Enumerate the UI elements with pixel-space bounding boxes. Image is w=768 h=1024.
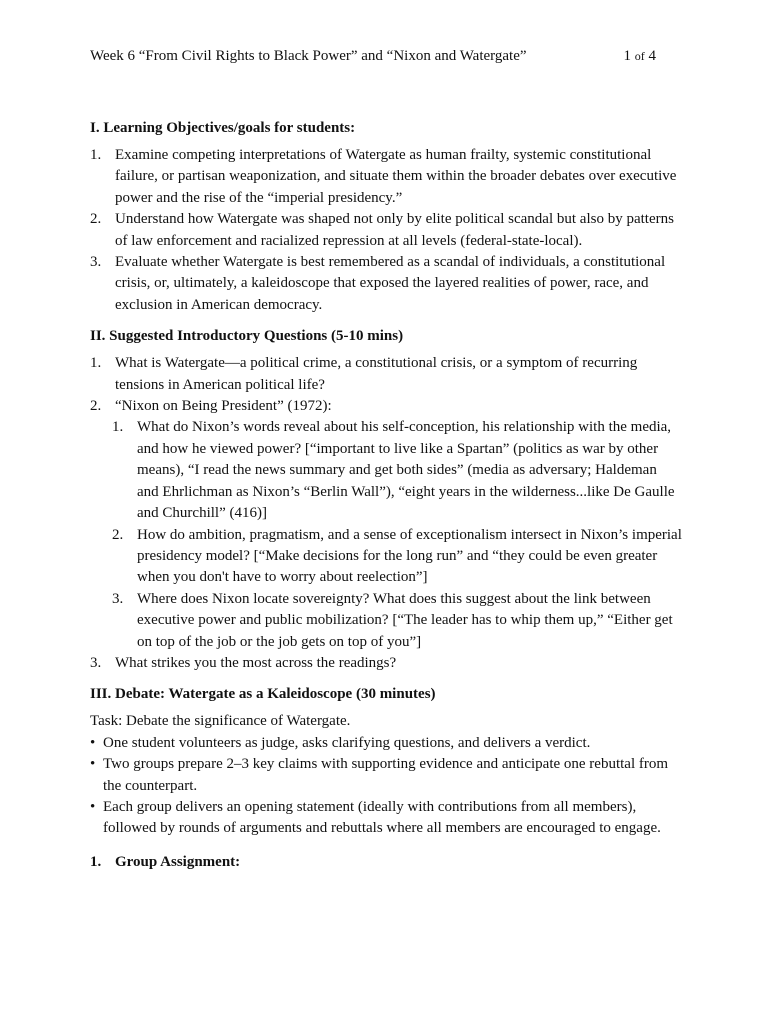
questions-list [90,353,682,417]
section-learning-objectives [90,118,682,316]
item-number: 1. [90,853,102,870]
item-text: Where does Nixon locate sovereignty? What does this suggest about the link between executive power and public mobilization? [“The leader has to whip them up,” “Either get on top of the job or the job gets on top of you”] [137,590,673,650]
page-current: 1 [623,48,631,64]
item-number: 1. [90,147,102,163]
section-heading: III. Debate: Watergate as a Kaleidoscope (30 minutes) [90,686,436,703]
item-text: Evaluate whether Watergate is best remembered as a scandal of individuals, a constitutional crisis, or, ultimately, a kaleidoscope that exposed the layered realities of power, race, and exclusion in American democracy. [115,254,666,313]
debate-rules-list [90,733,682,840]
item-number: 1. [112,419,124,436]
item-number: 3. [90,654,102,671]
document-body [90,118,682,873]
objectives-list [90,145,682,316]
item-text: Each group delivers an opening statement (ideally with contributions from all members), followed by rounds of arguments and rebuttals where all members are encouraged to engage. [103,798,661,837]
item-text: Group Assignment: [115,853,241,870]
list-item [90,252,682,316]
item-text: Two groups prepare 2–3 key claims with supporting evidence and anticipate one rebuttal from the counterpart. [103,756,669,794]
page-number [624,46,657,66]
list-item [90,653,682,674]
sub-list-item [90,589,682,653]
item-text: One student volunteers as judge, asks clarifying questions, and delivers a verdict. [103,734,591,751]
item-number: 3. [90,254,102,271]
section-debate [90,684,682,873]
item-text: What strikes you the most across the readings? [115,654,397,671]
questions-list-continued [90,653,682,674]
item-text: “Nixon on Being President” (1972): [115,398,332,415]
bullet-glyph: • [90,798,96,815]
page-of: of [634,49,645,63]
page-total: 4 [648,48,656,64]
bullet-glyph: • [90,734,96,751]
list-item [90,145,682,209]
group-assignment-heading [90,852,682,873]
item-text: What do Nixon’s words reveal about his self-conception, his relationship with the media, and how he viewed power? [“important to live like a Spartan” (politics as war by other means), “I read the news summary and get both sides” (media as adversary; Haldeman and Ehrlichman as Nixon’s “Berlin Wall”), “eight years in the wilderness...like De Gaulle and Churchill” (416)] [137,419,675,522]
bullet-glyph: • [90,756,96,773]
bullet-item [90,797,682,840]
list-item [90,209,682,252]
sub-questions-list [90,417,682,652]
sub-list-item [90,525,682,589]
item-text: How do ambition, pragmatism, and a sense of exceptionalism intersect in Nixon’s imperial presidency model? [“Make decisions for the long run” and “they could be even greater when you don't have to worry about reelection”] [137,526,682,586]
item-number: 2. [90,211,102,228]
item-number: 2. [90,398,102,415]
sub-list-item [90,417,682,524]
bullet-item [90,754,682,797]
item-number: 2. [112,526,124,543]
item-number: 3. [112,590,124,607]
item-number: 1. [90,355,102,372]
task-text: Task: Debate the significance of Watergate. [90,713,351,730]
section-heading: I. Learning Objectives/goals for students: [90,120,356,136]
item-text: What is Watergate—a political crime, a constitutional crisis, or a symptom of recurring tensions in American political life? [115,355,638,393]
section-heading: II. Suggested Introductory Questions (5-10 mins) [90,328,404,345]
item-text: Examine competing interpretations of Watergate as human frailty, systemic constitutional failure, or partisan weaponization, and situate them within the broader debates over executive power and the rise of the “imperial presidency.” [115,147,677,206]
header-title: Week 6 “From Civil Rights to Black Power” and “Nixon and Watergate” [90,48,527,64]
list-item [90,396,682,417]
item-text: Understand how Watergate was shaped not only by elite political scandal but also by patterns of law enforcement and racialized repression at all levels (federal-state-local). [115,211,674,249]
section-introductory-questions [90,326,682,674]
list-item [90,353,682,396]
bullet-item [90,733,682,754]
